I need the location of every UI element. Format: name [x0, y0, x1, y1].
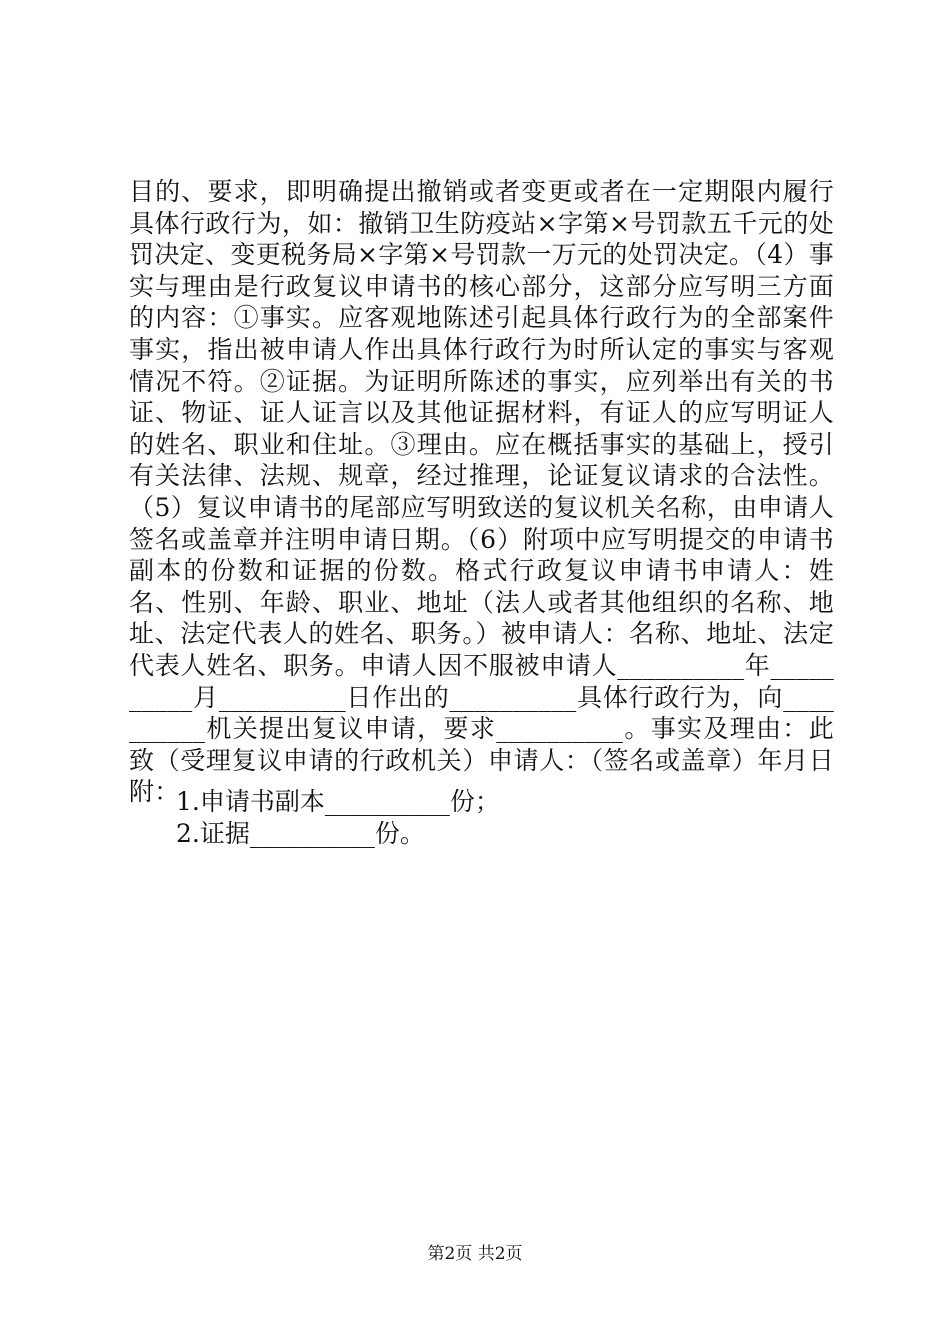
attachment-item-evidence: 2.证据__________份。 — [176, 818, 425, 848]
attachment-item-copies: 1.申请书副本__________份； — [176, 787, 500, 816]
body-paragraph: 目的、要求，即明确提出撤销或者变更或者在一定期限内履行具体行政行为，如：撤销卫生防疫站×字第×号罚款五千元的处罚决定、变更税务局×字第×号罚款一万元的处罚决定。（4）事实与理由是行政复议申请书的核心部分，这部分应写明三方面的内容：①事实。应客观地陈述引起具体行政行为的全部案件事实，指出被申请人作出具体行政行为时所认定的事实与客观情况不符。②证据。为证明所陈述的事实，应列举出有关的书证、物证、证人证言以及其他证据材料，有证人的应写明证人的姓名、职业和住址。③理由。应在概括事实的基础上，授引有关法律、法规、规章，经过推理，论证复议请求的合法性。（5）复议申请书的尾部应写明致送的复议机关名称，由申请人签名或盖章并注明申请日期。（6）附项中应写明提交的申请书副本的份数和证据的份数。格式行政复议申请书申请人：姓名、性别、年龄、职业、地址（法人或者其他组织的名称、地址、法定代表人的姓名、职务。）被申请人：名称、地址、法定代表人姓名、职务。申请人因不服被申请人__________年__________月__________日作出的__________具体行政行为，向__________机关提出复议申请，要求__________。事实及理由：此致（受理复议申请的行政机关）申请人：（签名或盖章）年月日附： — [129, 177, 834, 807]
page-footer: 第2页 共2页 — [427, 1244, 523, 1264]
attachment-list — [176, 786, 500, 849]
